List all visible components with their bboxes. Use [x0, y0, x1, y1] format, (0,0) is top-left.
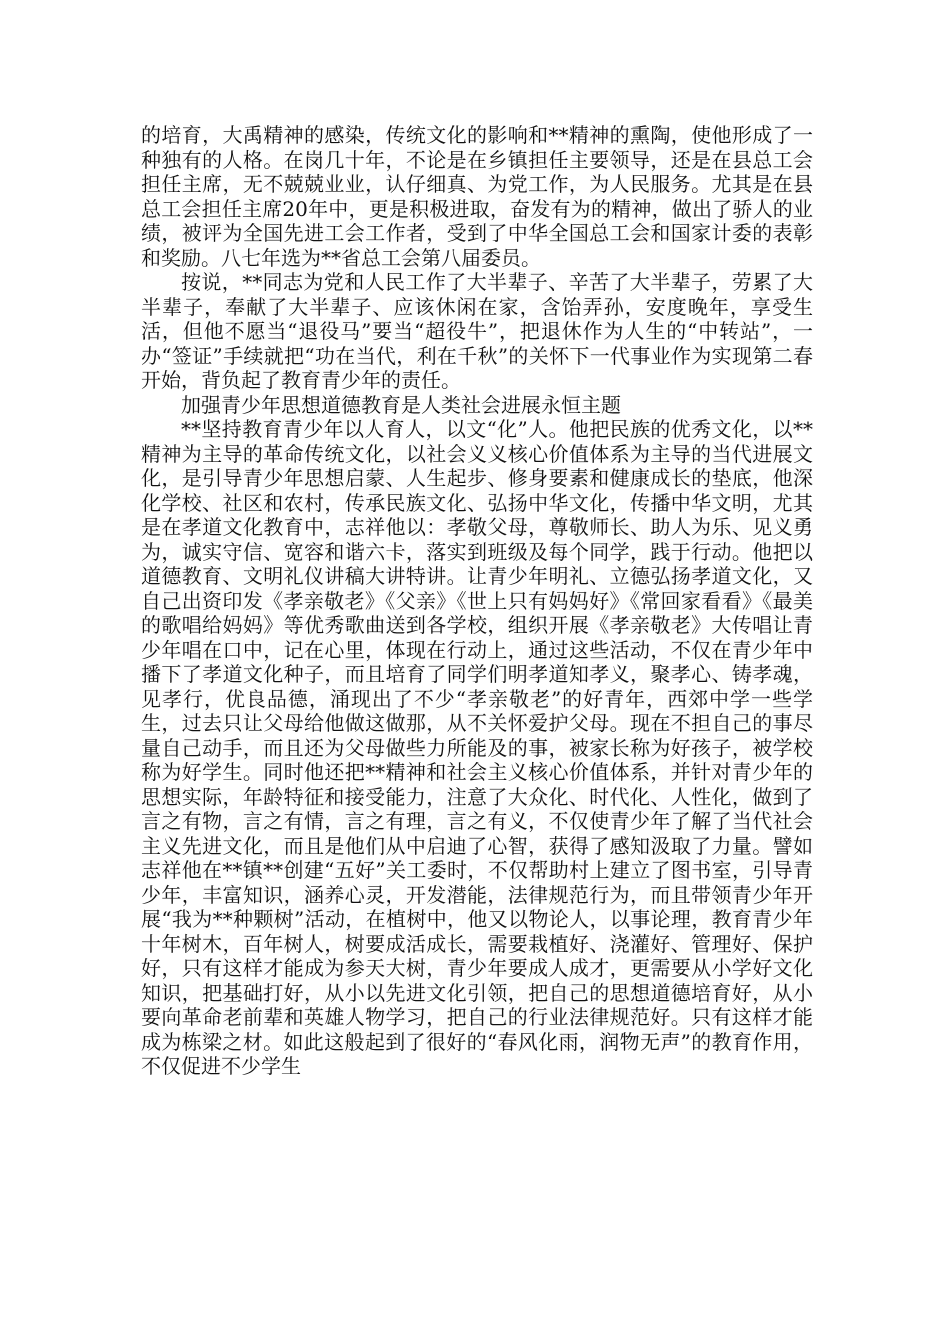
- paragraph-retirement: 按说，**同志为党和人民工作了大半辈子、辛苦了大半辈子，劳累了大半辈子，奉献了大半辈子、应该休闲在家，含饴弄孙，安度晚年，享受生活，但他不愿当“退役马”要当“超役牛”，把退休作为人生的“中转站”，一办“签证”手续就把“功在当代，利在千秋”的关怀下一代事业作为实现第二春开始，背负起了教育青少年的责任。: [141, 270, 813, 392]
- paragraph-education: **坚持教育青少年以人育人，以文“化”人。他把民族的优秀文化，以**精神为主导的革命传统文化，以社会义义核心价值体系为主导的当代进展文化，是引导青少年思想启蒙、人生起步、修身要素和健康成长的垫底，他深化学校、社区和农村，传承民族文化、弘扬中华文化，传播中华文明，尤其是在孝道文化教育中，志祥他以：孝敬父母，尊敬师长、助人为乐、见义勇为，诚实守信、宽容和谐六卡，落实到班级及每个同学，践于行动。他把以道德教育、文明礼仪讲稿大讲特讲。让青少年明礼、立德弘扬孝道文化，又自己出资印发《孝亲敬老》《父亲》《世上只有妈妈好》《常回家看看》《最美的歌唱给妈妈》等优秀歌曲送到各学校，组织开展《孝亲敬老》大传唱让青少年唱在口中，记在心里，体现在行动上，通过这些活动，不仅在青少年中播下了孝道文化种子，而且培育了同学们明孝道知孝义，聚孝心、铸孝魂，见孝行，优良品德，涌现出了不少“孝亲敬老”的好青年，西郊中学一些学生，过去只让父母给他做这做那，从不关怀爱护父母。现在不担自己的事尽量自己动手，而且还为父母做些力所能及的事，被家长称为好孩子，被学校称为好学生。同时他还把**精神和社会主义核心价值体系，并针对青少年的思想实际，年龄特征和接受能力，注意了大众化、时代化、人性化，做到了言之有物，言之有情，言之有理，言之有义，不仅使青少年了解了当代社会主义先进文化，而且是他们从中启迪了心智，获得了感知汲取了力量。譬如志祥他在**镇**创建“五好”关工委时，不仅帮助村上建立了图书室，引导青少年，丰富知识，涵养心灵，开发潜能，法律规范行为，而且带领青少年开展“我为**种颗树”活动，在植树中，他又以物论人，以事论理，教育青少年十年树木，百年树人，树要成活成长，需要栽植好、浇灌好、管理好、保护好，只有这样才能成为参天大树，青少年要成人成才，更需要从小学好文化知识，把基础打好，从小以先进文化引领，把自己的思想道德培育好，从小要向革命老前辈和英雄人物学习，把自己的行业法律规范好。只有这样才能成为栋梁之材。如此这般起到了很好的“春风化雨，润物无声”的教育作用，不仅促进不少学生: [141, 417, 813, 1078]
- document-body: [141, 123, 813, 1079]
- paragraph-continuation: 的培育，大禹精神的感染，传统文化的影响和**精神的熏陶，使他形成了一种独有的人格。在岗几十年，不论是在乡镇担任主要领导，还是在县总工会担任主席，无不兢兢业业，认仔细真、为党工作，为人民服务。尤其是在县总工会担任主席20年中，更是积极进取，奋发有为的精神，做出了骄人的业绩，被评为全国先进工会工作者，受到了中华全国总工会和国家计委的表彰和奖励。八七年选为**省总工会第八届委员。: [141, 123, 813, 270]
- section-heading: 加强青少年思想道德教育是人类社会进展永恒主题: [181, 392, 621, 417]
